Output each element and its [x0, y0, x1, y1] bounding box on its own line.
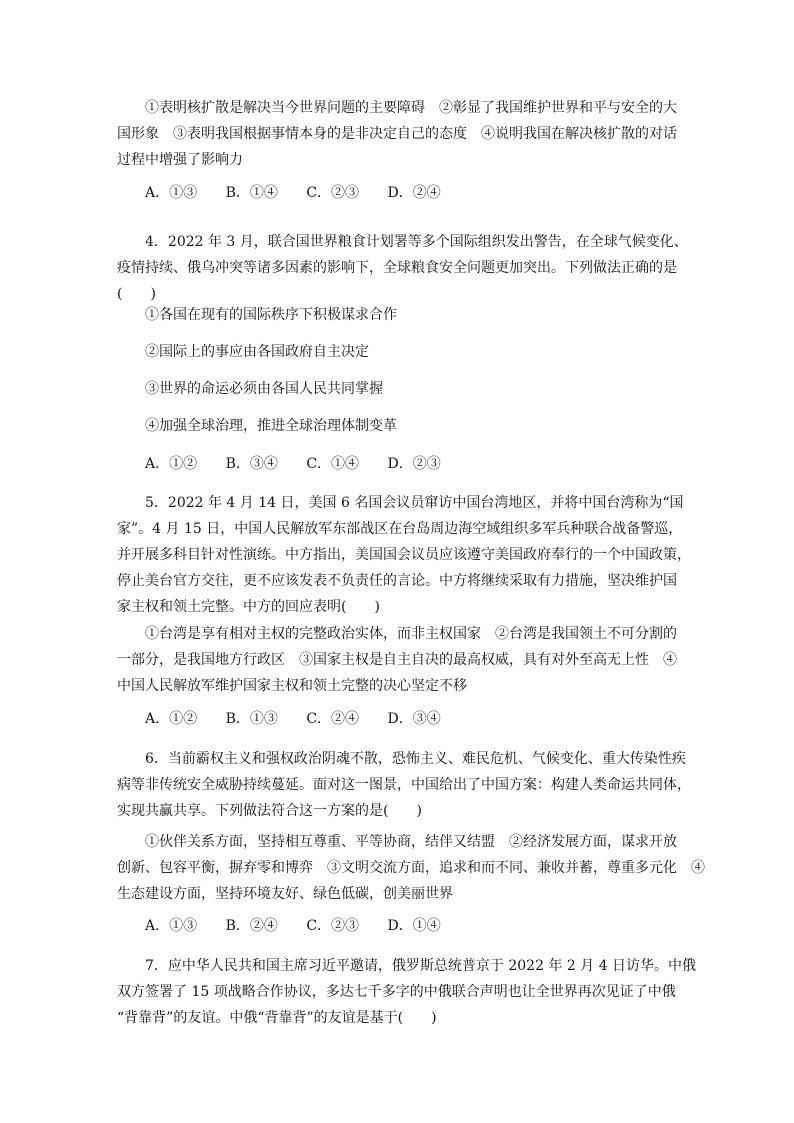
q5-statements — [117, 621, 677, 699]
q4-question-line-3: ( ) — [117, 286, 156, 302]
q4-question — [117, 229, 688, 307]
q5-question — [117, 490, 691, 620]
q3-stmt-line-1: ①表明核扩散是解决当今世界问题的主要障碍 ②彰显了我国维护世界和平与安全的大 — [145, 100, 677, 116]
q6-options — [145, 913, 465, 939]
q4-statement-3-text: ③世界的命运必须由各国人民共同掌握 — [145, 381, 383, 397]
q6-option-d: D．①④ — [387, 918, 441, 934]
q4-question-line-2: 疫情持续、俄乌冲突等诸多因素的影响下，全球粮食安全问题更加突出。下列做法正确的是 — [117, 260, 677, 276]
q5-question-line-2: 家”。4 月 15 日，中国人民解放军东部战区在台岛周边海空域组织多军兵种联合战备警巡， — [117, 521, 683, 537]
q7-question-line-1: 7．应中华人民共和国主席习近平邀请，俄罗斯总统普京于 2022 年 2 月 4 日访华。中俄 — [145, 958, 697, 974]
q5-question-line-3: 并开展多科目针对性演练。中方指出，美国国会议员应该遵守美国政府奉行的一个中国政策， — [117, 547, 691, 563]
q7-question-line-2: 双方签署了 15 项战略合作协议，多达七千多字的中俄联合声明也让全世界再次见证了中俄 — [117, 984, 676, 1000]
q6-stmt-line-3: 生态建设方面，坚持环境友好、绿色低碳，创美丽世界 — [117, 886, 453, 902]
q6-question-line-2: 病等非传统安全威胁持续蔓延。面对这一图景，中国给出了中国方案：构建人类命运共同体， — [117, 777, 691, 793]
q4-options — [145, 451, 465, 477]
q5-stmt-line-2: 一部分，是我国地方行政区 ③国家主权是自主自决的最高权威，具有对外至高无上性 ④ — [117, 652, 677, 668]
q4-statement-4-text: ④加强全球治理，推进全球治理体制变革 — [145, 418, 397, 434]
q6-question-line-3: 实现共赢共享。下列做法符合这一方案的是( ) — [117, 803, 422, 819]
q4-option-c: C．①④ — [306, 456, 360, 472]
q5-option-c: C．②④ — [306, 711, 360, 727]
q4-question-line-1: 4．2022 年 3 月，联合国世界粮食计划署等多个国际组织发出警告，在全球气候变化、 — [145, 234, 688, 250]
q4-statement-3 — [117, 376, 677, 402]
q4-option-a: A．①② — [145, 456, 198, 472]
q6-option-a: A．①③ — [145, 918, 198, 934]
q5-question-line-1: 5．2022 年 4 月 14 日，美国 6 名国会议员窜访中国台湾地区，并将中国台湾称为“国 — [145, 495, 684, 511]
q4-option-d: D．②③ — [387, 456, 441, 472]
q5-stmt-line-3: 中国人民解放军维护国家主权和领土完整的决心坚定不移 — [117, 678, 467, 694]
q3-option-b: B．①④ — [225, 185, 278, 201]
q6-question-line-1: 6．当前霸权主义和强权政治阴魂不散，恐怖主义、难民危机、气候变化、重大传染性疾 — [145, 751, 686, 767]
q4-option-b: B．③④ — [225, 456, 278, 472]
q5-stmt-line-1: ①台湾是享有相对主权的完整政治实体，而非主权国家 ②台湾是我国领土不可分割的 — [145, 626, 677, 642]
q4-statement-2-text: ②国际上的事应由各国政府自主决定 — [145, 344, 369, 360]
q6-question — [117, 746, 691, 824]
q3-option-a: A．①③ — [145, 185, 198, 201]
q3-option-d: D．②④ — [387, 185, 441, 201]
q5-option-b: B．①③ — [225, 711, 278, 727]
q3-option-c: C．②③ — [306, 185, 360, 201]
q5-options — [145, 706, 465, 732]
q7-question — [117, 953, 697, 1031]
q4-statement-1-text: ①各国在现有的国际秩序下积极谋求合作 — [145, 307, 397, 323]
q5-question-line-4: 停止美台官方交往，更不应该发表不负责任的言论。中方将继续采取有力措施，坚决维护国 — [117, 573, 677, 589]
q5-option-d: D．③④ — [387, 711, 441, 727]
q7-question-line-3: “背靠背”的友谊。中俄“背靠背”的友谊是基于( ) — [117, 1010, 437, 1026]
q6-option-c: C．②③ — [306, 918, 360, 934]
q3-stmt-line-2: 国形象 ③表明我国根据事情本身的是非决定自己的态度 ④说明我国在解决核扩散的对话 — [117, 126, 677, 142]
q6-option-b: B．②④ — [225, 918, 278, 934]
q6-stmt-line-1: ①伙伴关系方面，坚持相互尊重、平等协商，结伴又结盟 ②经济发展方面，谋求开放 — [145, 834, 677, 850]
q4-statement-1 — [117, 302, 677, 328]
q6-stmt-line-2: 创新、包容平衡，摒弃零和博弈 ③文明交流方面，追求和而不同、兼收并蓄，尊重多元化 ④ — [117, 860, 705, 876]
q3-options — [145, 180, 465, 206]
q5-question-line-5: 家主权和领土完整。中方的回应表明( ) — [117, 599, 380, 615]
q4-statement-4 — [117, 413, 677, 439]
q6-statements — [117, 829, 705, 907]
q3-statements — [117, 95, 677, 173]
q4-statement-2 — [117, 339, 677, 365]
q5-option-a: A．①② — [145, 711, 198, 727]
q3-stmt-line-3: 过程中增强了影响力 — [117, 152, 243, 168]
